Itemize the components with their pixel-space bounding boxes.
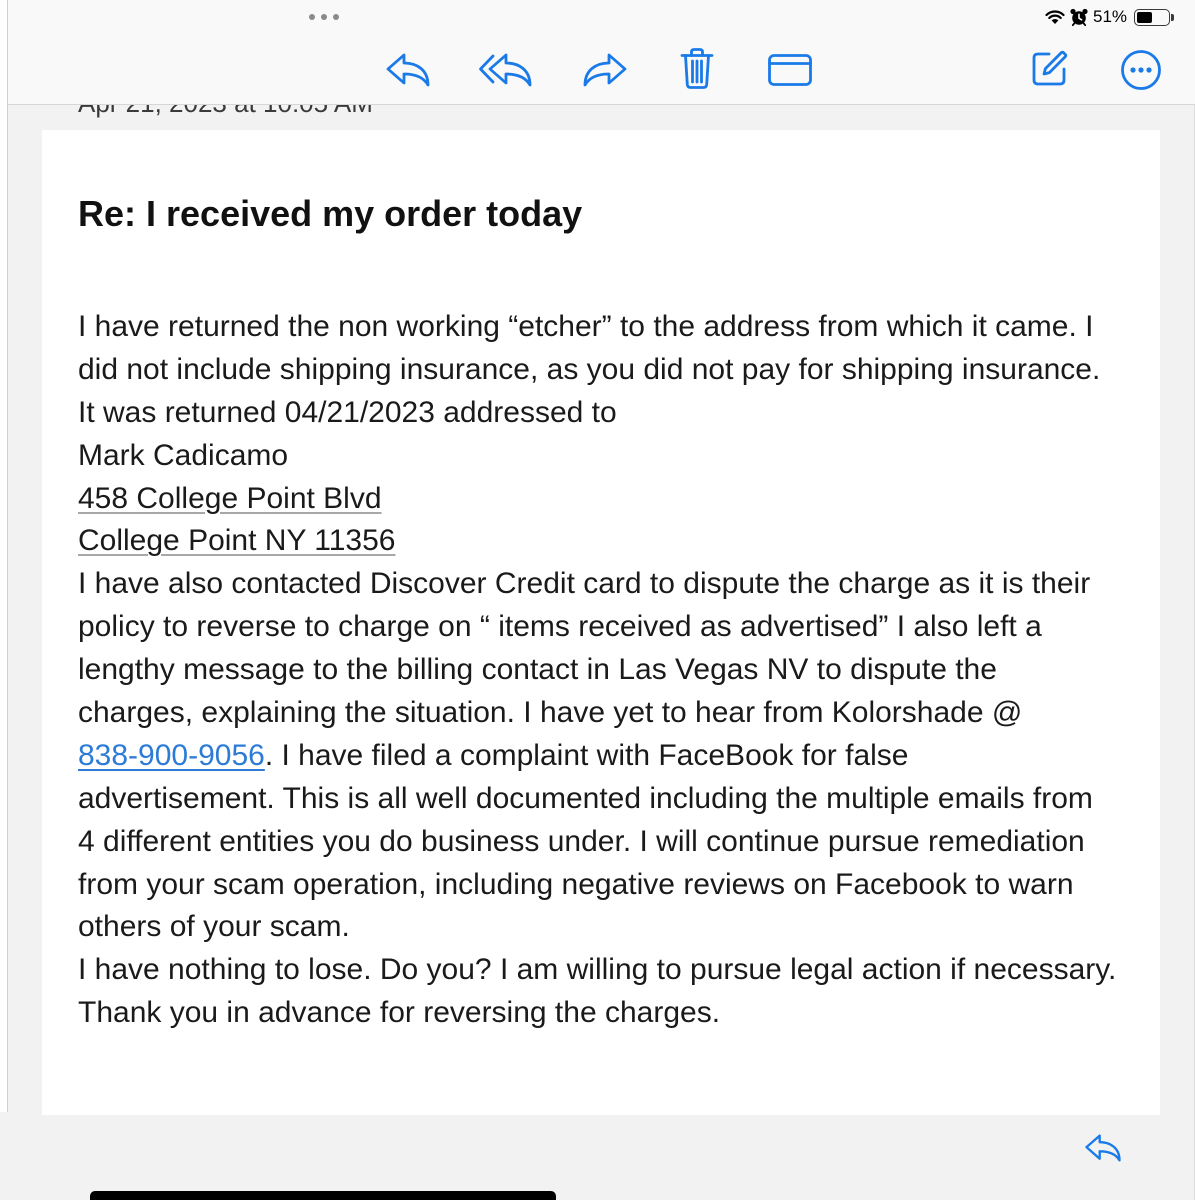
- reply-button[interactable]: [385, 52, 431, 88]
- body-line: policy to reverse to charge on “ items received as advertised” I also left a: [78, 610, 1042, 644]
- body-line: Thank you in advance for reversing the charges.: [78, 996, 721, 1030]
- reply-all-icon: [478, 52, 534, 88]
- body-line: I have returned the non working “etcher” to the address from which it came. I: [78, 310, 1094, 343]
- body-line: It was returned 04/21/2023 addressed to: [78, 395, 617, 429]
- battery-terminal: [1171, 14, 1174, 21]
- address-link[interactable]: College Point NY 11356: [78, 524, 396, 558]
- body-line: charges, explaining the situation. I have yet to hear from Kolorshade @: [78, 696, 1023, 730]
- body-line: from your scam operation, including negative reviews on Facebook to warn: [78, 867, 1074, 901]
- trash-icon: [679, 46, 715, 90]
- home-indicator: [90, 1191, 556, 1200]
- address-link[interactable]: 458 College Point Blvd: [78, 481, 382, 515]
- bottom-reply-button[interactable]: [1084, 1133, 1122, 1163]
- message-toolbar: [0, 0, 1195, 105]
- body-line-text: . I have filed a complaint with FaceBook for false: [264, 738, 909, 772]
- folder-icon: [767, 52, 813, 88]
- compose-icon: [1029, 49, 1069, 89]
- body-line: [78, 478, 1148, 521]
- reply-all-button[interactable]: [478, 52, 534, 88]
- battery-level-fill: [1137, 12, 1152, 23]
- wifi-icon: [1045, 10, 1065, 25]
- body-line: Mark Cadicamo: [78, 438, 289, 472]
- phone-number-link[interactable]: 838-900-9056: [78, 738, 265, 772]
- battery-percentage: 51%: [1093, 7, 1128, 26]
- trash-button[interactable]: [679, 46, 715, 90]
- message-body: [78, 306, 1148, 1035]
- body-line: advertisement. This is all well documented including the multiple emails from: [78, 781, 1093, 815]
- split-view-edge: [0, 0, 8, 1112]
- body-line: 4 different entities you do business under. I will continue pursue remediation: [78, 824, 1085, 858]
- forward-button[interactable]: [582, 52, 628, 88]
- body-line: did not include shipping insurance, as you did not pay for shipping insurance.: [78, 352, 1101, 386]
- body-line: I have nothing to lose. Do you? I am willing to pursue legal action if necessary.: [78, 953, 1117, 987]
- multitasking-dots-icon[interactable]: [308, 13, 340, 21]
- message-subject: Re: I received my order today: [78, 193, 583, 234]
- alarm-icon: [1069, 7, 1089, 27]
- more-icon: [1120, 49, 1162, 91]
- move-to-folder-button[interactable]: [767, 52, 813, 88]
- reply-icon: [1084, 1133, 1122, 1163]
- battery-icon: [1134, 9, 1170, 26]
- reply-icon: [385, 52, 431, 88]
- body-line: I have also contacted Discover Credit card to dispute the charge as it is their: [78, 567, 1091, 601]
- message-content-card: [42, 130, 1160, 1115]
- body-line: [78, 520, 1148, 563]
- compose-button[interactable]: [1029, 49, 1069, 89]
- more-button[interactable]: [1120, 49, 1162, 91]
- body-line: lengthy message to the billing contact in Las Vegas NV to dispute the: [78, 653, 997, 687]
- body-line: [78, 735, 1148, 778]
- forward-icon: [582, 52, 628, 88]
- body-line: others of your scam.: [78, 910, 350, 944]
